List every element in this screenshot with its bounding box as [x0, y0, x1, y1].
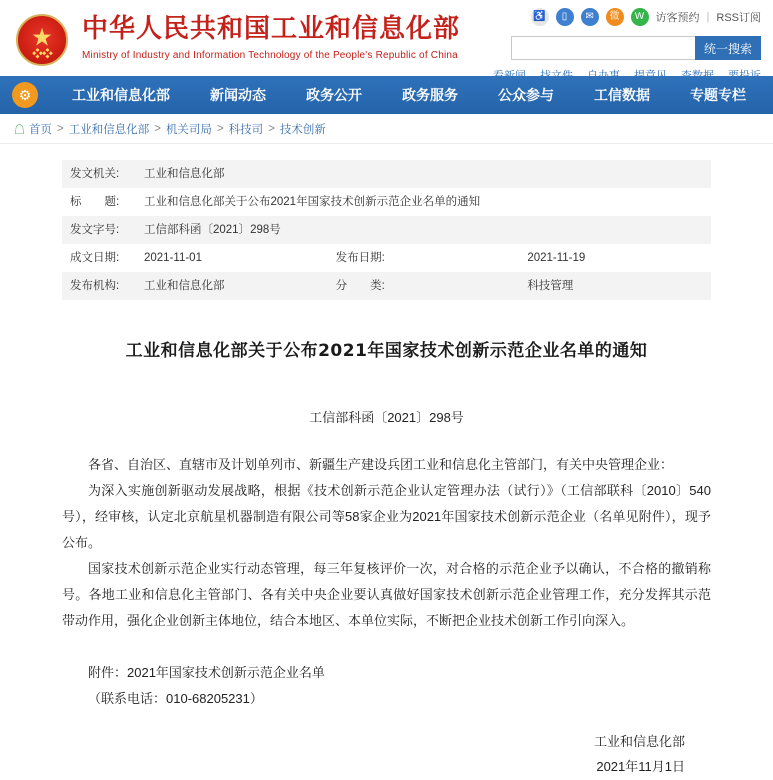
nav-item-public-participation[interactable]: 公众参与	[498, 87, 554, 103]
wechat-icon[interactable]: W	[631, 8, 649, 26]
meta-value-completion-date: 2021-11-01	[144, 252, 202, 265]
unified-search-button[interactable]: 统一搜索	[695, 36, 761, 60]
rss-subscribe-link[interactable]: RSS订阅	[716, 12, 761, 24]
nav-item-industry-data[interactable]: 工信数据	[594, 87, 650, 103]
document-signature	[62, 730, 711, 779]
breadcrumb-item-departments[interactable]: 机关司局	[165, 123, 212, 136]
table-row	[62, 160, 711, 188]
weibo-icon[interactable]: 微	[606, 8, 624, 26]
document-paragraph: 各省、自治区、直辖市及计划单列市、新疆生产建设兵团工业和信息化主管部门，有关中央管理企业：	[88, 457, 674, 473]
meta-label-document-number: 发文字号:	[62, 216, 136, 244]
quick-link-data[interactable]: 查数据	[681, 70, 714, 82]
document-meta-table	[62, 160, 711, 300]
table-row	[62, 216, 711, 244]
search-input[interactable]	[511, 36, 695, 60]
table-row	[62, 244, 711, 272]
document-content	[0, 144, 773, 780]
document-contact: （联系电话：010-68205231）	[88, 691, 263, 707]
meta-label-issuing-agency: 发文机关:	[62, 160, 136, 188]
site-header	[0, 0, 773, 82]
meta-label-publisher: 发布机构:	[62, 272, 136, 300]
signature-date: 2021年11月1日	[596, 759, 685, 775]
site-subtitle: Ministry of Industry and Information Technology of the People's Republic of China	[82, 50, 458, 62]
document-body	[62, 452, 711, 634]
nav-item-government-disclosure[interactable]: 政务公开	[306, 87, 362, 103]
document-attachment[interactable]: 附件：2021年国家技术创新示范企业名单	[88, 665, 325, 681]
nav-item-news[interactable]: 新闻动态	[210, 87, 266, 103]
quick-link-documents[interactable]: 找文件	[540, 70, 573, 82]
breadcrumb-separator: >	[154, 122, 161, 135]
meta-value-publisher: 工业和信息化部	[136, 272, 328, 300]
utility-separator: |	[706, 11, 710, 23]
table-row	[62, 272, 711, 300]
nav-item-government-services[interactable]: 政务服务	[402, 87, 458, 103]
visitor-appointment-link[interactable]: 访客预约	[655, 12, 700, 24]
search-row	[461, 36, 761, 60]
breadcrumb-item-science-tech[interactable]: 科技司	[228, 123, 264, 136]
meta-value-issuing-agency: 工业和信息化部	[136, 160, 711, 188]
breadcrumb-item-home[interactable]: 首页	[29, 123, 52, 136]
breadcrumb-item-tech-innovation[interactable]: 技术创新	[279, 123, 326, 136]
nav-item-special-columns[interactable]: 专题专栏	[690, 87, 746, 103]
meta-label-publish-date: 发布日期:	[335, 252, 385, 265]
quick-links	[461, 67, 761, 83]
site-title: 中华人民共和国工业和信息化部	[82, 14, 461, 44]
header-utilities	[461, 6, 761, 83]
document-number: 工信部科函〔2021〕298号	[309, 410, 464, 426]
mobile-icon[interactable]: ▯	[556, 8, 574, 26]
quick-link-news[interactable]: 看新闻	[493, 70, 526, 82]
signature-organization: 工业和信息化部	[593, 734, 685, 750]
breadcrumb-item-ministry[interactable]: 工业和信息化部	[68, 123, 150, 136]
meta-value-publish-date: 2021-11-19	[527, 252, 586, 265]
table-row	[62, 188, 711, 216]
accessibility-icon[interactable]: ♿	[531, 8, 549, 26]
document-paragraph: 为深入实施创新驱动发展战略，根据《技术创新示范企业认定管理办法（试行）》（工信部联科〔2010〕540号），经审核，认定北京航星机器制造有限公司等58家企业为2021年国家技术创新示范企业（名单见附件），现予公布。	[62, 483, 711, 551]
quick-link-complaint[interactable]: 要投诉	[728, 70, 761, 82]
quick-link-feedback[interactable]: 提意见	[634, 70, 667, 82]
quick-link-services[interactable]: 自办事	[587, 70, 620, 82]
meta-label-title: 标 题:	[70, 196, 120, 209]
document-paragraph: 国家技术创新示范企业实行动态管理，每三年复核评价一次，对合格的示范企业予以确认，不合格的撤销称号。各地工业和信息化主管部门、各有关中央企业要认真做好国家技术创新示范企业管理工作，充分发挥其示范带动作用，强化企业创新主体地位，结合本地区、本单位实际，不断把企业技术创新工作引向深入。	[62, 561, 711, 629]
meta-value-title: 工业和信息化部关于公布2021年国家技术创新示范企业名单的通知	[144, 196, 481, 209]
site-title-block	[82, 10, 460, 61]
page-title: 工业和信息化部关于公布2021年国家技术创新示范企业名单的通知	[125, 341, 648, 362]
breadcrumb-separator: >	[57, 122, 64, 135]
nav-item-ministry[interactable]: 工业和信息化部	[72, 87, 170, 103]
breadcrumb-separator: >	[268, 122, 275, 135]
gear-icon: ⚙	[12, 82, 38, 108]
meta-label-completion-date: 成文日期:	[70, 252, 120, 265]
home-icon: ☖	[14, 123, 25, 136]
meta-value-category: 科技管理	[519, 272, 711, 300]
breadcrumb	[0, 114, 773, 144]
meta-label-category: 分 类:	[328, 272, 520, 300]
national-emblem-icon: ★ ❖❖	[14, 12, 70, 68]
utility-row	[461, 6, 761, 28]
mail-icon[interactable]: ✉	[581, 8, 599, 26]
meta-value-document-number: 工信部科函〔2021〕298号	[136, 216, 711, 244]
breadcrumb-separator: >	[216, 122, 224, 135]
